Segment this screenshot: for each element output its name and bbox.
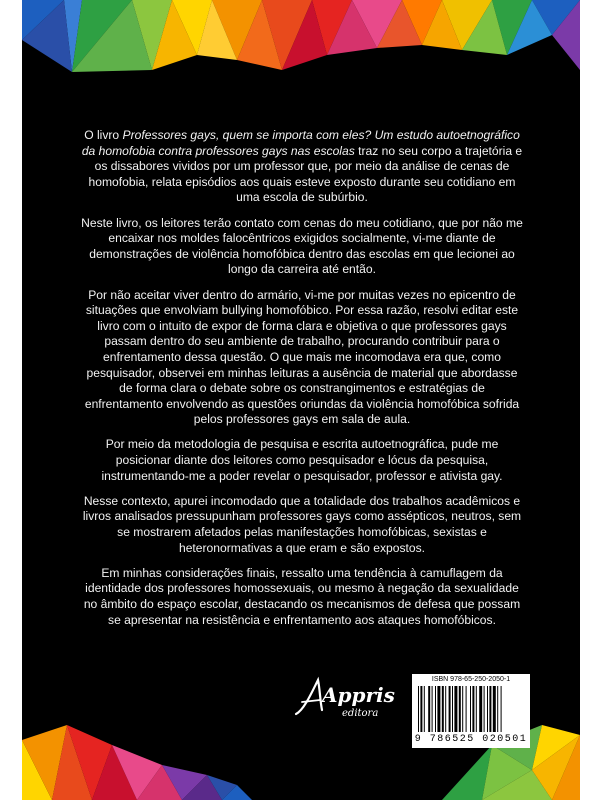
isbn-digits: 9 786525 020501 bbox=[414, 734, 528, 745]
publisher-sub: editora bbox=[342, 708, 379, 719]
isbn-label: ISBN 978-65-250-2050-1 bbox=[431, 676, 511, 683]
publisher-name: Appris bbox=[322, 683, 395, 707]
barcode-bar bbox=[437, 686, 440, 732]
barcode-bars bbox=[418, 686, 524, 732]
barcode-bar bbox=[466, 686, 467, 732]
paragraph-4: Por meio da metodologia de pesquisa e escrita autoetnográfica, pude me posicionar diante dos leitores como pesquisador e lócus da pesquisa, instrumentando-me a poder revelar o pesquisador, professor e ativista gay. bbox=[101, 437, 503, 483]
barcode-bar bbox=[489, 686, 491, 732]
barcode-bar bbox=[493, 686, 496, 732]
barcode-bar bbox=[442, 686, 444, 732]
barcode-bar bbox=[484, 686, 485, 732]
barcode-bar bbox=[418, 686, 419, 732]
book-title-italic: Professores gays, quem se importa com eles? Um estudo autoetnográfico da homofobia contra professores gays nas escolas bbox=[81, 128, 520, 158]
barcode-bar bbox=[432, 686, 433, 732]
paragraph-6: Em minhas considerações finais, ressalto uma tendência à camuflagem da identidade dos professores homossexuais, ou mesmo à negação da sexualidade no âmbito do espaço escolar, destacando os mecanismos de defesa que possam se apresentar na resistência e enfrentamento aos ataques homofóbicos. bbox=[83, 565, 521, 627]
back-cover bbox=[22, 0, 580, 800]
barcode-bar bbox=[424, 686, 425, 732]
paragraph-1: O livro Professores gays, quem se importa com eles? Um estudo autoetnográfico da homofobia contra professores gays nas escolas traz no seu corpo a trajetória e os dissabores vividos por um professor que, por meio da análise de cenas de homofobia, relata episódios aos quais esteve exposto durante seu cotidiano em uma escola de subúrbio. bbox=[81, 128, 523, 205]
rainbow-triangles-top bbox=[22, 0, 580, 110]
isbn-barcode bbox=[412, 674, 530, 748]
barcode-bar bbox=[470, 686, 471, 732]
publisher-logo bbox=[290, 670, 400, 728]
barcode-bar bbox=[435, 686, 436, 732]
barcode-bar bbox=[472, 686, 474, 732]
paragraph-5: Nesse contexto, apurei incomodado que a totalidade dos trabalhos acadêmicos e livros analisados pressupunham professores gays como assépticos, neutros, sem se mostrarem afetados pelas manifestações homofóbicas, sexistas e heteronormativas a que eram e são expostos. bbox=[82, 493, 522, 555]
barcode-bar bbox=[420, 686, 422, 732]
publisher-logo-mark bbox=[290, 670, 400, 728]
barcode-bar bbox=[462, 686, 463, 732]
barcode-bar bbox=[476, 686, 477, 732]
barcode-bar bbox=[445, 686, 446, 732]
barcode-bar bbox=[501, 686, 502, 732]
barcode-bar bbox=[459, 686, 461, 732]
barcode-bar bbox=[497, 686, 498, 732]
barcode-bar bbox=[454, 686, 457, 732]
paragraph-3: Por não aceitar viver dentro do armário, vi-me por muitas vezes no epicentro de situações que envolviam bullying homofóbico. Por essa razão, resolvi editar este livro com o intuito de expor de forma clara e objetiva o que professores gays passam dentro do seu ambiente de trabalho, procurando contribuir para o enfrentamento dessa questão. O que mais me incomodava era que, como pesquisador, observei em minhas leituras a ausência de material que abordasse de forma clara o debate sobre os constrangimentos e estratégias de enfrentamento envolvendo as questões oriundas da violência homofóbica sofrida pelos professores gays em sala de aula. bbox=[84, 287, 520, 427]
barcode-bar bbox=[487, 686, 488, 732]
barcode-bar bbox=[449, 686, 451, 732]
synopsis-text bbox=[81, 128, 523, 638]
barcode-bar bbox=[452, 686, 453, 732]
barcode-bar bbox=[428, 686, 430, 732]
paragraph-2: Neste livro, os leitores terão contato com cenas do meu cotidiano, que por não me encaixar nos moldes falocêntricos exigidos socialmente, vi-me diante de demonstrações de violência homofóbica dentro das escolas em que lecionei ao longo da carreira até então. bbox=[81, 215, 523, 277]
barcode-bar bbox=[479, 686, 482, 732]
